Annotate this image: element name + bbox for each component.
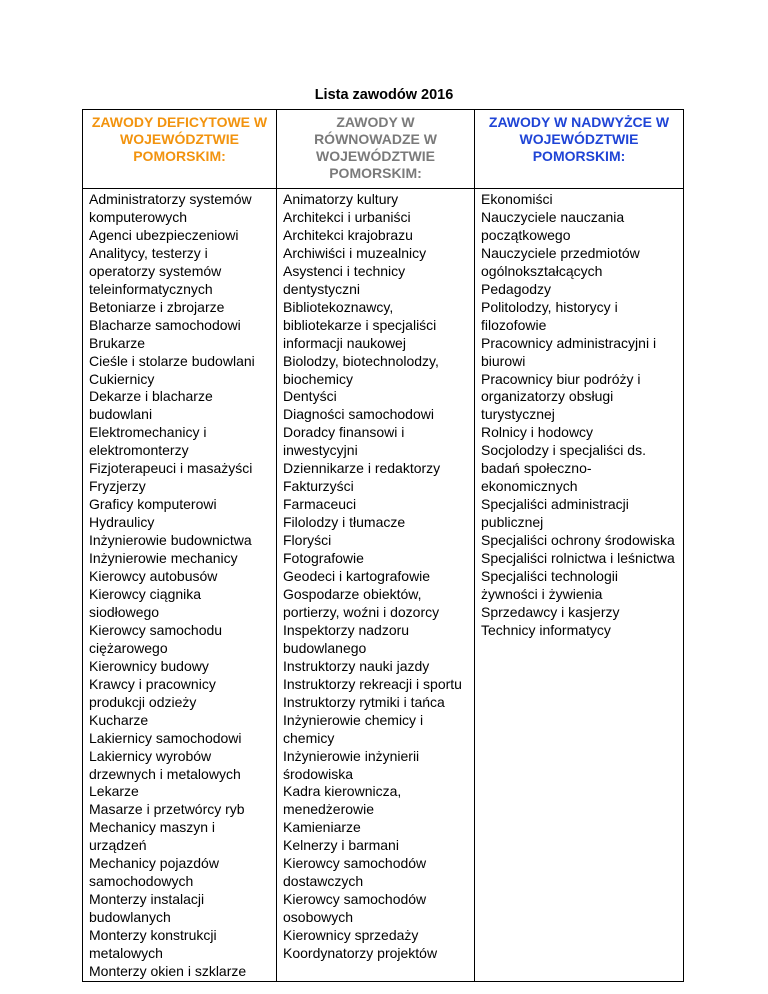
list-item: Lakiernicy samochodowi	[89, 729, 242, 746]
list-item: Nauczyciele nauczania początkowego	[481, 208, 625, 243]
list-item: Blacharze samochodowi	[89, 316, 241, 333]
list-item: Kierowcy ciągnika siodłowego	[89, 585, 202, 620]
list-item: Specjaliści rolnictwa i leśnictwa	[481, 550, 675, 567]
list-item: Mechanicy maszyn i urządzeń	[89, 819, 216, 854]
list-item: Koordynatorzy projektów	[283, 945, 438, 962]
list-item: Masarze i przetwórcy ryb	[89, 801, 245, 818]
list-item: Inspektorzy nadzoru budowlanego	[283, 621, 410, 656]
list-item: Cukiernicy	[89, 370, 155, 387]
list-item: Fizjoterapeuci i masażyści	[89, 460, 253, 477]
list-item: Diagności samochodowi	[283, 406, 434, 423]
list-item: Inżynierowie mechanicy	[89, 550, 238, 567]
list-item: Biolodzy, biotechnolodzy, biochemicy	[283, 352, 439, 387]
list-item: Graficy komputerowi	[89, 496, 217, 513]
list-item: Inżynierowie chemicy i chemicy	[283, 711, 424, 746]
list-item: Mechanicy pojazdów samochodowych	[89, 855, 219, 890]
list-item: Kierowcy autobusów	[89, 568, 218, 585]
list-item: Instruktorzy nauki jazdy	[283, 657, 430, 674]
list-item: Monterzy instalacji budowlanych	[89, 891, 205, 926]
list-item: Kadra kierownicza, menedżerowie	[283, 783, 402, 818]
surplus-occupations-list	[481, 191, 677, 640]
surplus-occupations-cell	[475, 189, 684, 982]
list-item: Asystenci i technicy dentystyczni	[283, 262, 406, 297]
list-item: Elektromechanicy i elektromonterzy	[89, 424, 207, 459]
list-item: Krawcy i pracownicy produkcji odzieży	[89, 675, 216, 710]
table-row	[83, 189, 684, 982]
list-item: Instruktorzy rekreacji i sportu	[283, 675, 462, 692]
list-item: Specjaliści ochrony środowiska	[481, 532, 675, 549]
header-balanced-occupations: ZAWODY W RÓWNOWADZE W WOJEWÓDZTWIE POMORSKIM:	[277, 110, 475, 189]
list-item: Dentyści	[283, 388, 337, 405]
table-header-row	[83, 110, 684, 189]
balanced-occupations-cell	[277, 189, 475, 982]
list-item: Hydraulicy	[89, 514, 155, 531]
list-item: Monterzy konstrukcji metalowych	[89, 927, 217, 962]
list-item: Kierowcy samochodu ciężarowego	[89, 621, 223, 656]
list-item: Kierownicy sprzedaży	[283, 927, 419, 944]
list-item: Cieśle i stolarze budowlani	[89, 352, 255, 369]
list-item: Doradcy finansowi i inwestycyjni	[283, 424, 405, 459]
list-item: Kierowcy samochodów dostawczych	[283, 855, 427, 890]
list-item: Monterzy okien i szklarze	[89, 962, 247, 979]
list-item: Kierowcy samochodów osobowych	[283, 891, 427, 926]
list-item: Farmaceuci	[283, 496, 357, 513]
list-item: Archiwiści i muzealnicy	[283, 244, 427, 261]
list-item: Specjaliści administracji publicznej	[481, 496, 629, 531]
list-item: Inżynierowie budownictwa	[89, 532, 252, 549]
list-item: Agenci ubezpieczeniowi	[89, 226, 239, 243]
list-item: Kierownicy budowy	[89, 657, 209, 674]
list-item: Politolodzy, historycy i filozofowie	[481, 298, 618, 333]
list-item: Technicy informatycy	[481, 621, 611, 638]
list-item: Instruktorzy rytmiki i tańca	[283, 693, 445, 710]
list-item: Kucharze	[89, 711, 149, 728]
list-item: Analitycy, testerzy i operatorzy systemów teleinformatycznych	[89, 244, 222, 297]
list-item: Gospodarze obiektów, portierzy, woźni i dozorcy	[283, 585, 440, 620]
list-item: Fryzjerzy	[89, 478, 146, 495]
list-item: Fotografowie	[283, 550, 364, 567]
list-item: Floryści	[283, 532, 332, 549]
list-item: Rolnicy i hodowcy	[481, 424, 594, 441]
deficit-occupations-cell	[83, 189, 277, 982]
header-deficit-occupations: ZAWODY DEFICYTOWE W WOJEWÓDZTWIE POMORSKIM:	[83, 110, 277, 189]
list-item: Architekci krajobrazu	[283, 226, 413, 243]
list-item: Kamieniarze	[283, 819, 361, 836]
list-item: Kelnerzy i barmani	[283, 837, 399, 854]
list-item: Pracownicy administracyjni i biurowi	[481, 334, 657, 369]
list-item: Administratorzy systemów komputerowych	[89, 191, 252, 225]
list-item: Animatorzy kultury	[283, 191, 399, 207]
document-title: Lista zawodów 2016	[314, 87, 454, 103]
list-item: Betoniarze i zbrojarze	[89, 298, 225, 315]
header-surplus-occupations: ZAWODY W NADWYŻCE W WOJEWÓDZTWIE POMORSKIM:	[475, 110, 684, 189]
list-item: Filolodzy i tłumacze	[283, 514, 406, 531]
list-item: Specjaliści technologii żywności i żywienia	[481, 568, 618, 602]
list-item: Dekarze i blacharze budowlani	[89, 388, 213, 423]
occupations-table	[82, 109, 684, 982]
list-item: Nauczyciele przedmiotów ogólnokształcących	[481, 244, 640, 279]
list-item: Fakturzyści	[283, 478, 354, 495]
list-item: Bibliotekoznawcy, bibliotekarze i specjaliści informacji naukowej	[283, 298, 437, 351]
deficit-occupations-list	[89, 191, 270, 981]
list-item: Socjolodzy i specjaliści ds. badań społeczno-ekonomicznych	[481, 442, 646, 495]
list-item: Ekonomiści	[481, 191, 553, 207]
list-item: Dziennikarze i redaktorzy	[283, 460, 441, 477]
balanced-occupations-list	[283, 191, 468, 963]
list-item: Lakiernicy wyrobów drzewnych i metalowych	[89, 747, 241, 782]
list-item: Inżynierowie inżynierii środowiska	[283, 747, 420, 782]
list-item: Architekci i urbaniści	[283, 208, 411, 225]
list-item: Pracownicy biur podróży i organizatorzy obsługi turystycznej	[481, 370, 641, 423]
list-item: Pedagodzy	[481, 280, 552, 297]
list-item: Brukarze	[89, 334, 146, 351]
list-item: Geodeci i kartografowie	[283, 568, 431, 585]
list-item: Lekarze	[89, 783, 139, 800]
list-item: Sprzedawcy i kasjerzy	[481, 603, 620, 620]
